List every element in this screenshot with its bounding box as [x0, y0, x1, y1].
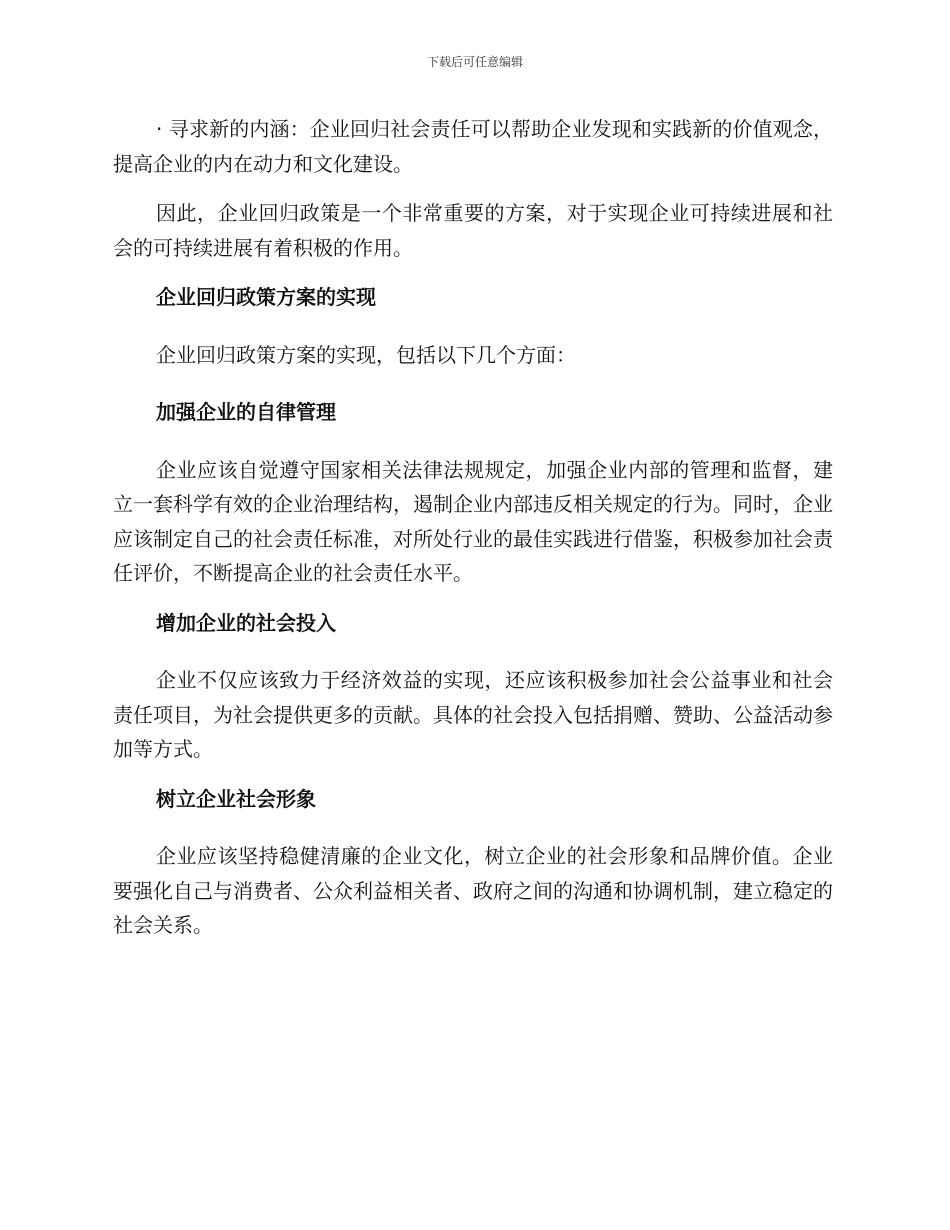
paragraph-new-connotation: · 寻求新的内涵：企业回归社会责任可以帮助企业发现和实践新的价值观念，提高企业的内在动力和文化建设。 [113, 117, 833, 176]
paragraph-self-discipline: 企业应该自觉遵守国家相关法律法规规定，加强企业内部的管理和监督，建立一套科学有效的企业治理结构，遏制企业内部违反相关规定的行为。同时，企业应该制定自己的社会责任标准，对所处行业的最佳实践进行借鉴，积极参加社会责任评价，不断提高企业的社会责任水平。 [113, 457, 833, 585]
document-body [113, 112, 833, 958]
heading-social-investment: 增加企业的社会投入 [156, 610, 336, 635]
paragraph-implementation-intro: 企业回归政策方案的实现，包括以下几个方面： [156, 342, 576, 367]
heading-self-discipline: 加强企业的自律管理 [156, 400, 336, 424]
heading-policy-implementation: 企业回归政策方案的实现 [156, 285, 376, 309]
paragraph-social-investment: 企业不仅应该致力于经济效益的实现，还应该积极参加社会公益事业和社会责任项目，为社会提供更多的贡献。具体的社会投入包括捐赠、赞助、公益活动参加等方式。 [113, 668, 833, 761]
page-header: 下载后可任意编辑 [426, 55, 523, 69]
paragraph-social-image: 企业应该坚持稳健清廉的企业文化，树立企业的社会形象和品牌价值。企业要强化自己与消费者、公众利益相关者、政府之间的沟通和协调机制，建立稳定的社会关系。 [113, 844, 833, 937]
paragraph-conclusion: 因此，企业回归政策是一个非常重要的方案，对于实现企业可持续进展和社会的可持续进展有着积极的作用。 [113, 201, 833, 260]
heading-social-image: 树立企业社会形象 [156, 786, 316, 811]
